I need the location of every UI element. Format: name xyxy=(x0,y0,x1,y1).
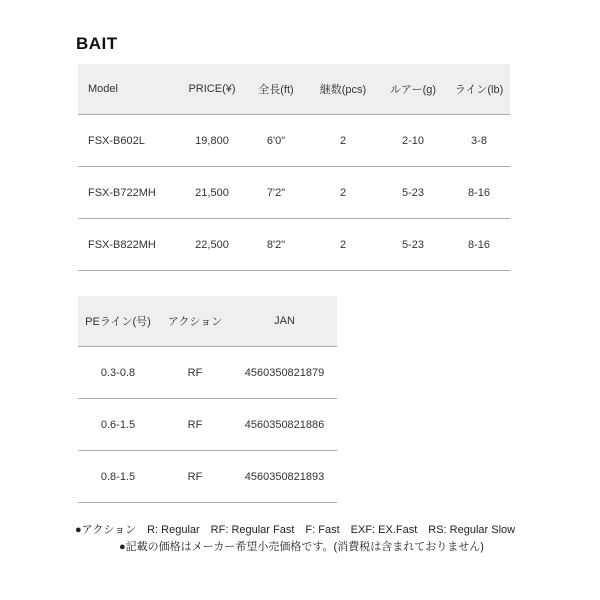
col-price: PRICE(¥) xyxy=(180,64,244,115)
cell-model: FSX-B602L xyxy=(78,115,180,167)
cell-lure: 5-23 xyxy=(378,167,448,219)
cell-line: 8-16 xyxy=(448,167,510,219)
col-action: アクション xyxy=(158,296,232,347)
action-legend-note: ●アクション R: Regular RF: Regular Fast F: Fast EXF: EX.Fast RS: Regular Slow xyxy=(75,524,516,536)
cell-pe-line: 0.6-1.5 xyxy=(78,399,158,451)
cell-line: 3-8 xyxy=(448,115,510,167)
cell-length: 6'0" xyxy=(244,115,308,167)
cell-action: RF xyxy=(158,451,232,503)
cell-jan: 4560350821893 xyxy=(232,451,337,503)
col-lure: ルアー(g) xyxy=(378,64,448,115)
cell-model: FSX-B722MH xyxy=(78,167,180,219)
line-header-row xyxy=(78,296,337,347)
cell-line: 8-16 xyxy=(448,219,510,271)
table-row xyxy=(78,167,510,219)
cell-jan: 4560350821886 xyxy=(232,399,337,451)
cell-lure: 5-23 xyxy=(378,219,448,271)
cell-pieces: 2 xyxy=(308,167,378,219)
col-model: Model xyxy=(78,64,180,115)
cell-pieces: 2 xyxy=(308,115,378,167)
col-pieces: 継数(pcs) xyxy=(308,64,378,115)
cell-pieces: 2 xyxy=(308,219,378,271)
cell-price: 19,800 xyxy=(180,115,244,167)
cell-length: 8'2" xyxy=(244,219,308,271)
cell-jan: 4560350821879 xyxy=(232,347,337,399)
spec-table xyxy=(78,64,510,271)
table-row xyxy=(78,399,337,451)
cell-lure: 2-10 xyxy=(378,115,448,167)
cell-price: 22,500 xyxy=(180,219,244,271)
cell-pe-line: 0.3-0.8 xyxy=(78,347,158,399)
cell-model: FSX-B822MH xyxy=(78,219,180,271)
col-line: ライン(lb) xyxy=(448,64,510,115)
line-action-table xyxy=(78,296,337,503)
col-pe-line: PEライン(号) xyxy=(78,296,158,347)
table-row xyxy=(78,451,337,503)
table-row xyxy=(78,219,510,271)
col-jan: JAN xyxy=(232,296,337,347)
footnotes xyxy=(75,522,515,556)
cell-pe-line: 0.8-1.5 xyxy=(78,451,158,503)
table-row xyxy=(78,115,510,167)
section-title: BAIT xyxy=(76,34,118,53)
cell-action: RF xyxy=(158,399,232,451)
cell-action: RF xyxy=(158,347,232,399)
col-length: 全長(ft) xyxy=(244,64,308,115)
price-note: ●記載の価格はメーカー希望小売価格です。(消費税は含まれておりません) xyxy=(119,541,484,553)
cell-length: 7'2" xyxy=(244,167,308,219)
table-row xyxy=(78,347,337,399)
cell-price: 21,500 xyxy=(180,167,244,219)
spec-header-row xyxy=(78,64,510,115)
